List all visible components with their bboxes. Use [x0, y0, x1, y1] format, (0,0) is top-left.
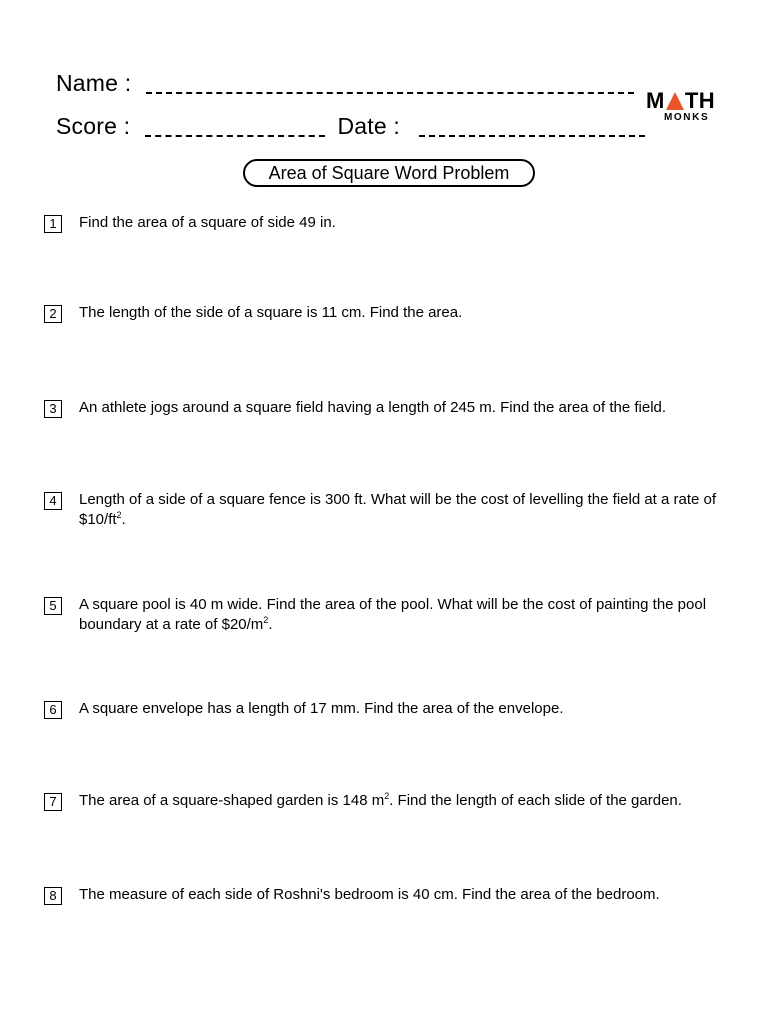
worksheet-title: Area of Square Word Problem: [243, 159, 535, 187]
problem-number: 3: [44, 400, 62, 418]
logo-th: TH: [684, 88, 716, 113]
problem-number: 1: [44, 215, 62, 233]
logo-m: M: [646, 88, 665, 113]
score-field[interactable]: [145, 134, 325, 137]
name-label: Name :: [56, 70, 132, 96]
date-label: Date :: [337, 113, 401, 139]
math-monks-logo: [646, 90, 724, 124]
problem-number: 8: [44, 887, 62, 905]
triangle-icon: [666, 92, 684, 110]
problem-text: The area of a square-shaped garden is 148 $m^2$. Find the length of each slide of the garden.: [79, 791, 682, 809]
problem-text: The length of the side of a square is 11 cm. Find the area.: [79, 304, 463, 321]
problem-text: Length of a side of a square fence is 300 ft. What will be the cost of levelling the field at a rate of $\$10/ft^2$.: [79, 491, 717, 528]
logo-wordmark: [646, 90, 724, 112]
problem-text: An athlete jogs around a square field having a length of 245 m. Find the area of the field.: [79, 399, 667, 416]
problem-number: 6: [44, 701, 62, 719]
date-field[interactable]: [419, 134, 645, 137]
score-row: [56, 113, 645, 140]
problem-text: Find the area of a square of side 49 in.: [79, 214, 336, 231]
score-label: Score :: [56, 113, 131, 139]
logo-subtitle: MONKS: [664, 112, 710, 123]
problem-text: A square envelope has a length of 17 mm. Find the area of the envelope.: [79, 700, 564, 717]
problem-text: The measure of each side of Roshni's bedroom is 40 cm. Find the area of the bedroom.: [79, 886, 660, 903]
name-field[interactable]: [146, 91, 634, 94]
problem-text: A square pool is 40 m wide. Find the area of the pool. What will be the cost of painting the pool boundary at a rate of $\$20/m^2$.: [79, 596, 707, 633]
name-row: [56, 70, 634, 97]
problem-number: 4: [44, 492, 62, 510]
problem-number: 2: [44, 305, 62, 323]
problem-number: 5: [44, 597, 62, 615]
problem-number: 7: [44, 793, 62, 811]
